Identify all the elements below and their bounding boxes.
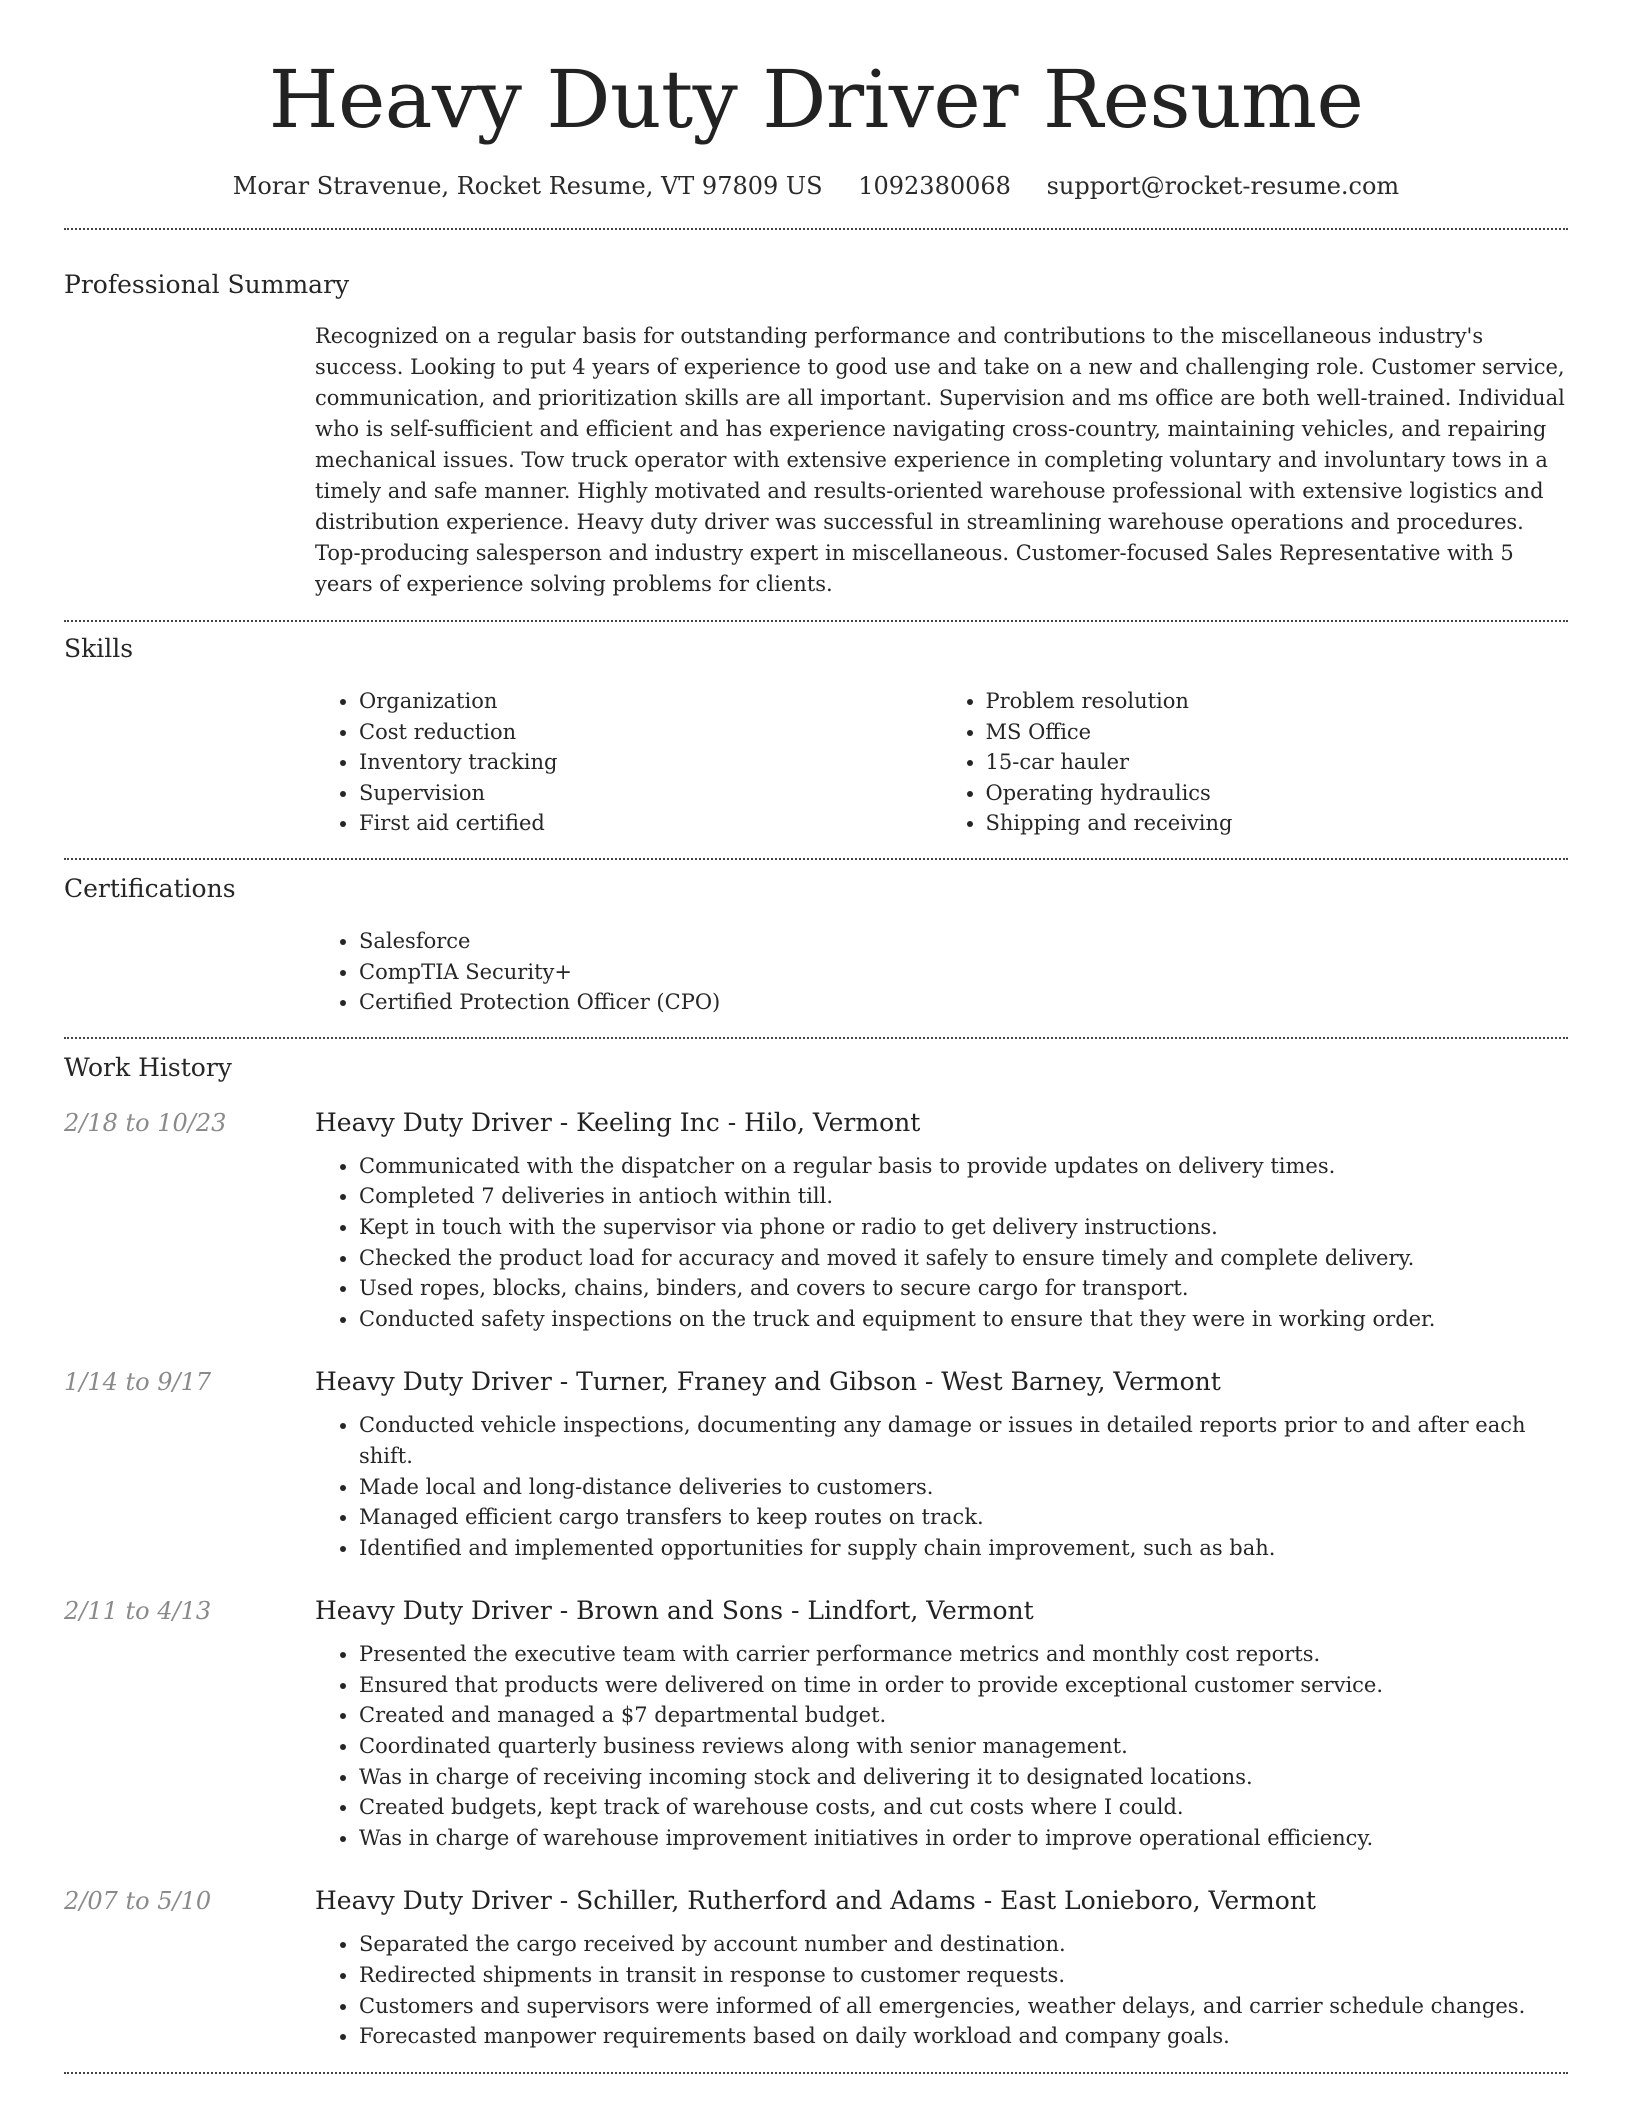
skill-item: • Organization: [359, 686, 942, 717]
certification-item: • Certified Protection Officer (CPO): [359, 987, 1568, 1018]
job-dates: 2/07 to 5/10: [64, 1887, 212, 1916]
job-bullet: • Redirected shipments in transit in response to customer requests.: [359, 1960, 1568, 1991]
job-dates: 2/11 to 4/13: [64, 1597, 212, 1626]
skill-item: • Supervision: [359, 778, 942, 809]
job-bullet: • Forecasted manpower requirements based on daily workload and company goals.: [359, 2021, 1568, 2052]
job-bullet: • Was in charge of warehouse improvement initiatives in order to improve operational efficiency.: [359, 1823, 1568, 1854]
job-title: Heavy Duty Driver - Schiller, Rutherford and Adams - East Lonieboro, Vermont: [315, 1886, 1316, 1916]
job-title: Heavy Duty Driver - Keeling Inc - Hilo, Vermont: [315, 1107, 921, 1137]
skill-item: • Problem resolution: [986, 686, 1569, 717]
certifications-list: [315, 926, 1568, 1018]
job-bullet: • Made local and long-distance deliveries to customers.: [359, 1472, 1568, 1503]
certification-item: • CompTIA Security+: [359, 957, 1568, 988]
job-bullet: • Conducted safety inspections on the truck and equipment to ensure that they were in working order.: [359, 1304, 1568, 1335]
skills-heading: Skills: [64, 634, 134, 663]
job-bullet: • Completed 7 deliveries in antioch within till.: [359, 1181, 1568, 1212]
job-bullets: [315, 1639, 1568, 1853]
job-bullet: • Ensured that products were delivered on time in order to provide exceptional customer service.: [359, 1670, 1568, 1701]
job-bullet: • Identified and implemented opportunities for supply chain improvement, such as bah.: [359, 1533, 1568, 1564]
job-bullets: [315, 1410, 1568, 1563]
skill-item: • Cost reduction: [359, 717, 942, 748]
section-divider: [64, 620, 1568, 622]
job-title: Heavy Duty Driver - Turner, Franey and Gibson - West Barney, Vermont: [315, 1367, 1221, 1397]
job-bullet: • Separated the cargo received by account number and destination.: [359, 1929, 1568, 1960]
resume-page: [64, 0, 1568, 2074]
job-bullet: • Kept in touch with the supervisor via phone or radio to get delivery instructions.: [359, 1212, 1568, 1243]
job-dates: 1/14 to 9/17: [64, 1368, 212, 1397]
job-entry: [64, 1366, 1568, 1563]
job-bullet: • Coordinated quarterly business reviews along with senior management.: [359, 1731, 1568, 1762]
skill-item: • Inventory tracking: [359, 747, 942, 778]
section-divider: [64, 1037, 1568, 1039]
resume-title: Heavy Duty Driver Resume: [268, 53, 1364, 146]
section-divider: [64, 858, 1568, 860]
job-bullet: • Presented the executive team with carrier performance metrics and monthly cost reports.: [359, 1639, 1568, 1670]
section-divider: [64, 228, 1568, 230]
skills-section: [64, 632, 1568, 839]
job-title: Heavy Duty Driver - Brown and Sons - Lindfort, Vermont: [315, 1596, 1034, 1626]
summary-heading: Professional Summary: [64, 270, 350, 299]
job-entry: [64, 1107, 1568, 1335]
summary-text: Recognized on a regular basis for outstanding performance and contributions to the miscellaneous industry's success. Looking to put 4 years of experience to good use and take on a new and challenging role. Customer service, communication, and prioritization skills are all important. Supervision and ms office are both well-trained. Individual who is self-sufficient and efficient and has experience navigating cross-country, maintaining vehicles, and repairing mechanical issues. Tow truck operator with extensive experience in completing voluntary and involuntary tows in a timely and safe manner. Highly motivated and results-oriented warehouse professional with extensive logistics and distribution experience. Heavy duty driver was successful in streamlining warehouse operations and procedures. Top-producing salesperson and industry expert in miscellaneous. Customer-focused Sales Representative with 5 years of experience solving problems for clients.: [315, 324, 1565, 596]
work-history-section: [64, 1051, 1568, 2052]
job-entry: [64, 1885, 1568, 2051]
job-bullet: • Was in charge of receiving incoming stock and delivering it to designated locations.: [359, 1762, 1568, 1793]
job-entry: [64, 1595, 1568, 1853]
job-bullet: • Conducted vehicle inspections, documenting any damage or issues in detailed reports prior to and after each shift.: [359, 1410, 1568, 1471]
job-bullet: • Communicated with the dispatcher on a regular basis to provide updates on delivery times.: [359, 1151, 1568, 1182]
skill-item: • 15-car hauler: [986, 747, 1569, 778]
skills-list-right: [942, 686, 1569, 839]
job-bullet: • Customers and supervisors were informed of all emergencies, weather delays, and carrier schedule changes.: [359, 1991, 1568, 2022]
summary-section: [64, 268, 1568, 600]
job-bullet: • Managed efficient cargo transfers to keep routes on track.: [359, 1502, 1568, 1533]
job-bullet: • Created budgets, kept track of warehouse costs, and cut costs where I could.: [359, 1792, 1568, 1823]
section-divider: [64, 2072, 1568, 2074]
work-history-heading: Work History: [64, 1052, 232, 1082]
address-text: Morar Stravenue, Rocket Resume, VT 97809 US: [232, 172, 823, 200]
job-bullets: [315, 1151, 1568, 1335]
job-bullet: • Checked the product load for accuracy and moved it safely to ensure timely and complete delivery.: [359, 1243, 1568, 1274]
job-bullet: • Created and managed a $7 departmental budget.: [359, 1700, 1568, 1731]
contact-line: [64, 170, 1568, 202]
skill-item: • First aid certified: [359, 808, 942, 839]
certifications-section: [64, 872, 1568, 1018]
skill-item: • Shipping and receiving: [986, 808, 1569, 839]
job-bullet: • Used ropes, blocks, chains, binders, and covers to secure cargo for transport.: [359, 1273, 1568, 1304]
skills-list-left: [315, 686, 942, 839]
job-bullets: [315, 1929, 1568, 2051]
skill-item: • Operating hydraulics: [986, 778, 1569, 809]
certifications-heading: Certifications: [64, 873, 236, 903]
certification-item: • Salesforce: [359, 926, 1568, 957]
phone-text: 1092380068: [858, 172, 1011, 200]
job-dates: 2/18 to 10/23: [64, 1108, 227, 1137]
email-link[interactable]: support@rocket-resume.com: [1046, 172, 1400, 200]
skill-item: • MS Office: [986, 717, 1569, 748]
